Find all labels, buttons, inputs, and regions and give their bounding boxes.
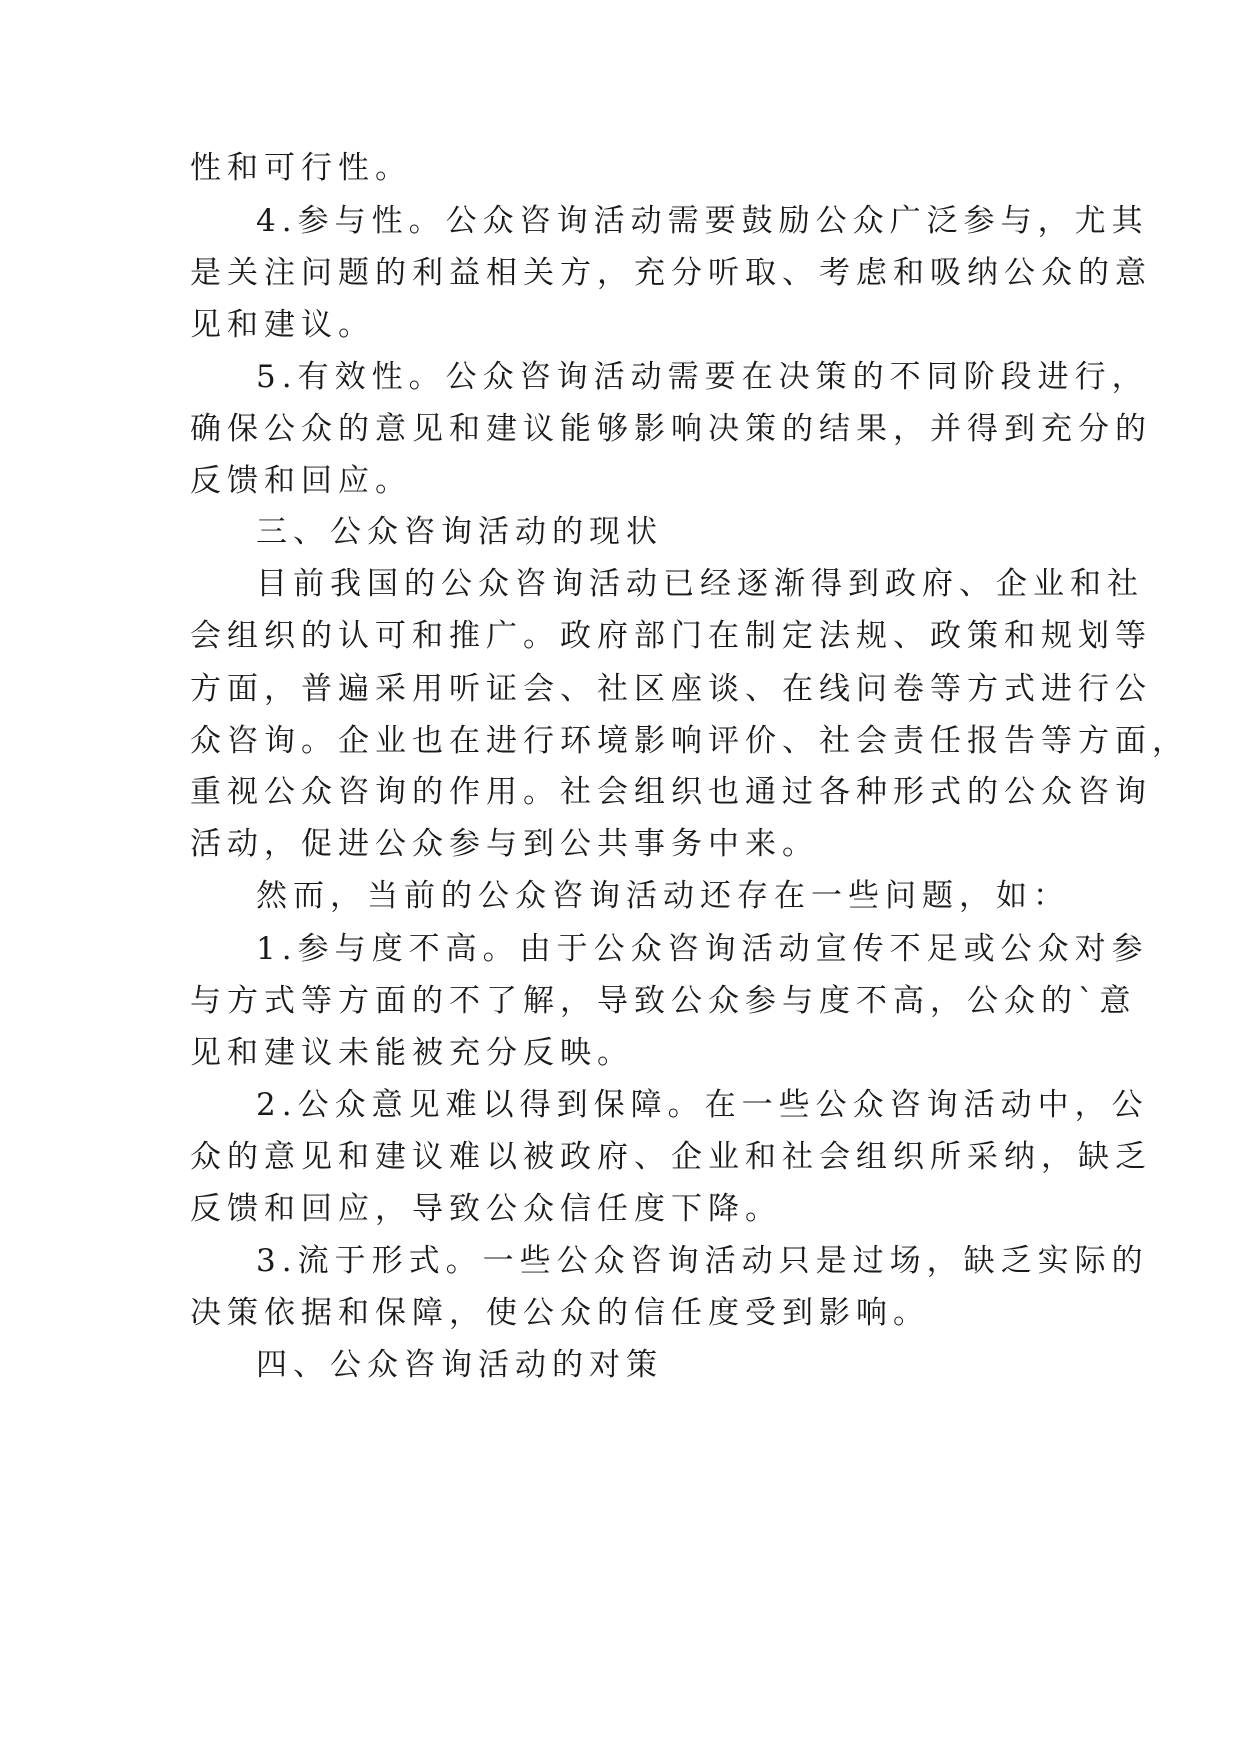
text-line: 是关注问题的利益相关方，充分听取、考虑和吸纳公众的意 bbox=[190, 255, 1152, 291]
text-line: 见和建议。 bbox=[190, 307, 375, 343]
text-line: 众的意见和建议难以被政府、企业和社会组织所采纳，缺乏 bbox=[190, 1139, 1152, 1175]
text-line: 5.有效性。公众咨询活动需要在决策的不同阶段进行， bbox=[256, 359, 1149, 395]
section-heading: 三、公众咨询活动的现状 bbox=[256, 514, 663, 550]
text-line: 活动，促进公众参与到公共事务中来。 bbox=[190, 826, 819, 862]
text-line: 见和建议未能被充分反映。 bbox=[190, 1035, 634, 1071]
text-line: 反馈和回应。 bbox=[190, 463, 412, 499]
text-line: 性和可行性。 bbox=[190, 150, 412, 186]
section-heading: 四、公众咨询活动的对策 bbox=[256, 1347, 663, 1383]
text-line: 目前我国的公众咨询活动已经逐渐得到政府、企业和社 bbox=[256, 566, 1144, 602]
text-line: 重视公众咨询的作用。社会组织也通过各种形式的公众咨询 bbox=[190, 774, 1152, 810]
text-line: 众咨询。企业也在进行环境影响评价、社会责任报告等方面， bbox=[190, 723, 1189, 759]
text-line: 3.流于形式。一些公众咨询活动只是过场，缺乏实际的 bbox=[256, 1243, 1149, 1279]
text-line: 方面，普遍采用听证会、社区座谈、在线问卷等方式进行公 bbox=[190, 671, 1152, 707]
text-line: 2.公众意见难以得到保障。在一些公众咨询活动中，公 bbox=[256, 1087, 1149, 1123]
text-line: 决策依据和保障，使公众的信任度受到影响。 bbox=[190, 1295, 930, 1331]
text-line: 然而，当前的公众咨询活动还存在一些问题，如： bbox=[256, 878, 1070, 914]
text-line: 与方式等方面的不了解，导致公众参与度不高，公众的`意 bbox=[190, 983, 1137, 1019]
text-line: 1.参与度不高。由于公众咨询活动宣传不足或公众对参 bbox=[256, 931, 1149, 967]
text-line: 反馈和回应，导致公众信任度下降。 bbox=[190, 1191, 782, 1227]
text-line: 4.参与性。公众咨询活动需要鼓励公众广泛参与，尤其 bbox=[256, 203, 1149, 239]
text-line: 会组织的认可和推广。政府部门在制定法规、政策和规划等 bbox=[190, 618, 1152, 654]
text-line: 确保公众的意见和建议能够影响决策的结果，并得到充分的 bbox=[190, 411, 1152, 447]
